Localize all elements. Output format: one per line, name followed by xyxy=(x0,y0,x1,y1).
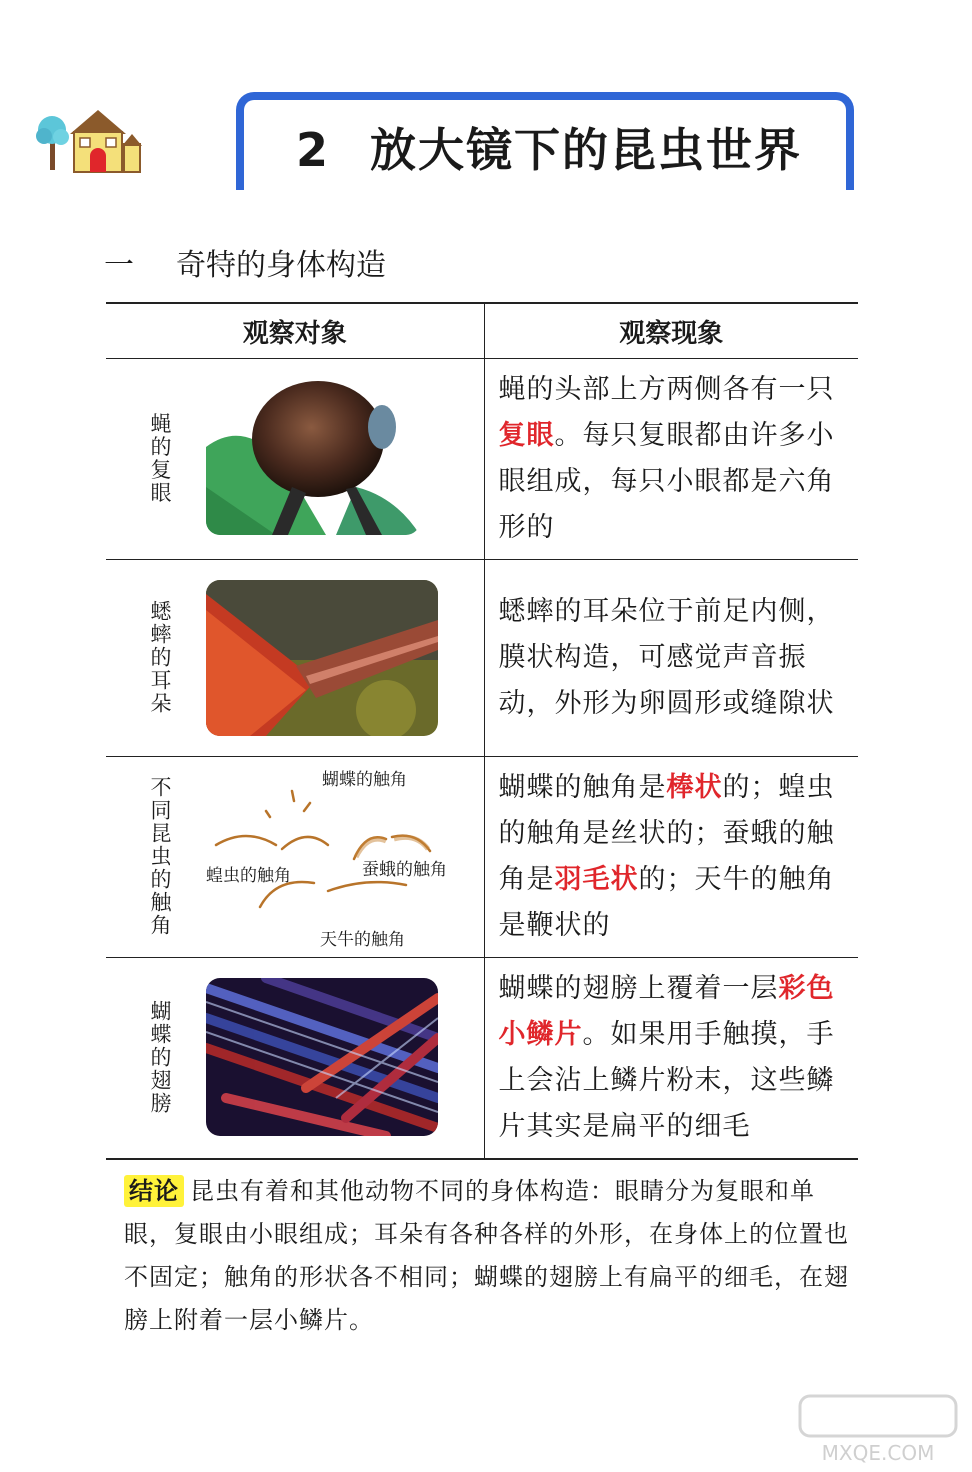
desc-text: 。每只复眼都由许多小眼组成，每只小眼都是六角形的 xyxy=(498,420,835,543)
object-cell xyxy=(106,359,484,560)
desc-text: 蟋蟀的耳朵位于前足内侧，膜状构造，可感觉声音振动，外形为卵圆形或缝隙状 xyxy=(498,596,835,719)
watermark-logo xyxy=(798,1392,958,1466)
object-cell xyxy=(106,560,484,757)
object-cell xyxy=(106,958,484,1160)
desc-text: 蝇的头部上方两侧各有一只 xyxy=(498,374,835,405)
butterfly-wing-scales-photo xyxy=(206,978,438,1136)
phenomenon-cell xyxy=(484,958,858,1160)
conclusion-paragraph xyxy=(124,1170,854,1342)
row-description xyxy=(485,958,859,1158)
watermark-text: MXQE.COM xyxy=(821,1441,935,1465)
table-row xyxy=(106,958,858,1160)
desc-highlight: 棒状 xyxy=(666,772,723,803)
row-description xyxy=(485,581,859,735)
desc-highlight: 羽毛状 xyxy=(554,864,639,895)
observation-table xyxy=(106,302,858,1160)
row-description xyxy=(485,359,859,559)
table-row xyxy=(106,560,858,757)
table-row xyxy=(106,757,858,958)
tree-house-icon xyxy=(36,104,144,176)
desc-text: 的；天牛的触角是鞭状的 xyxy=(498,864,835,941)
antenna-label: 天牛的触角 xyxy=(320,930,405,950)
cricket-ear-photo xyxy=(206,580,438,736)
desc-text: 蝴蝶的翅膀上覆着一层 xyxy=(498,973,779,1004)
row-label: 蟋蟀的耳朵 xyxy=(150,599,172,716)
row-label: 蝴蝶的翅膀 xyxy=(150,999,172,1116)
desc-highlight: 复眼 xyxy=(498,420,555,451)
phenomenon-cell xyxy=(484,757,858,958)
antenna-label: 蝗虫的触角 xyxy=(206,866,291,886)
phenomenon-cell xyxy=(484,560,858,757)
desc-text: 蝴蝶的触角是 xyxy=(498,772,667,803)
antenna-label: 蝴蝶的触角 xyxy=(322,770,407,790)
header-object: 观察对象 xyxy=(106,303,484,359)
row-label: 不同昆虫的触角 xyxy=(150,775,172,938)
page-title xyxy=(296,114,802,180)
desc-text: 的；蝗虫的触角是丝状的；蚕蛾的触角是 xyxy=(498,772,835,895)
fly-compound-eye-photo xyxy=(206,377,420,535)
desc-highlight: 彩色小鳞片 xyxy=(498,973,835,1050)
conclusion-tag: 结论 xyxy=(124,1175,184,1207)
section-number: 一 xyxy=(104,248,134,283)
lesson-title: 放大镜下的昆虫世界 xyxy=(370,123,803,177)
desc-text: 。如果用手触摸，手上会沾上鳞片粉末，这些鳞片其实是扁平的细毛 xyxy=(498,1019,835,1142)
row-label: 蝇的复眼 xyxy=(150,412,172,505)
phenomenon-cell xyxy=(484,359,858,560)
table-header-row xyxy=(106,303,858,359)
row-description xyxy=(485,757,859,957)
object-cell xyxy=(106,757,484,958)
conclusion-text: 昆虫有着和其他动物不同的身体构造：眼睛分为复眼和单眼，复眼由小眼组成；耳朵有各种各样的外形，在身体上的位置也不固定；触角的形状各不相同；蝴蝶的翅膀上有扁平的细毛，在翅膀上附着一层小鳞片。 xyxy=(124,1177,849,1334)
header-phenomenon: 观察现象 xyxy=(484,303,858,359)
table-row xyxy=(106,359,858,560)
antennae-drawings xyxy=(206,787,466,927)
antenna-label: 蚕蛾的触角 xyxy=(362,860,447,880)
section-title: 奇特的身体构造 xyxy=(176,248,386,283)
lesson-number: 2 xyxy=(296,123,331,177)
section-heading xyxy=(104,240,386,284)
